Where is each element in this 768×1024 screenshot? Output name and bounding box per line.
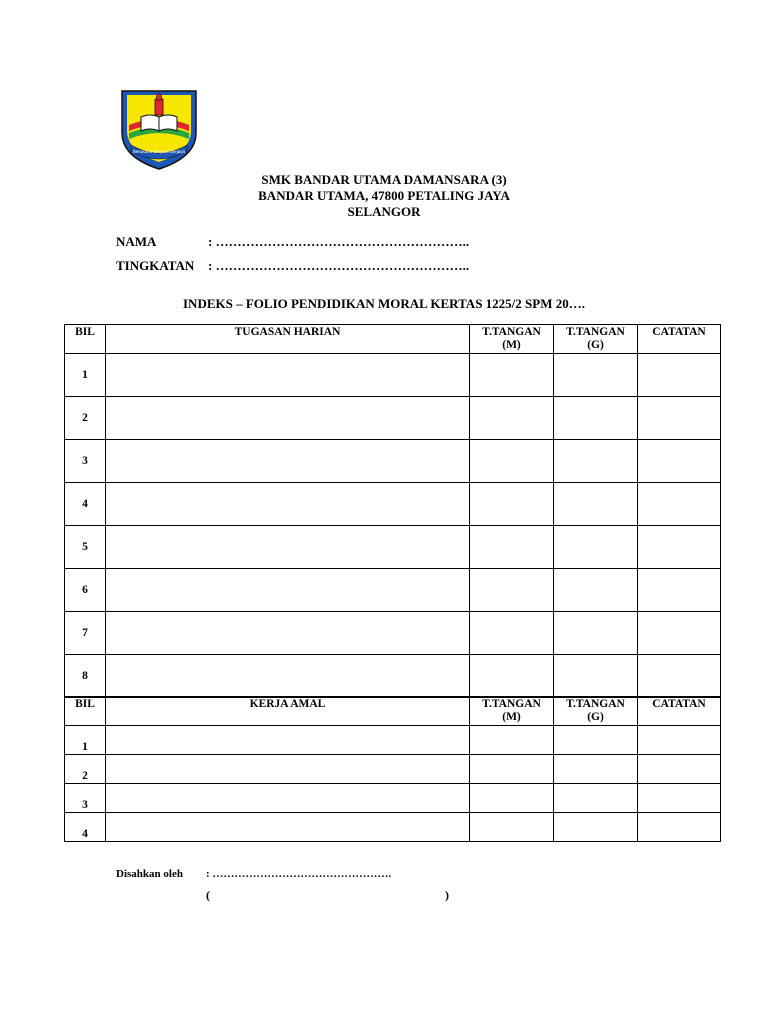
row-number: 4 — [65, 483, 106, 526]
school-state: SELANGOR — [347, 204, 421, 219]
header-catatan: CATATAN — [638, 325, 721, 354]
header-catatan: CATATAN — [638, 697, 721, 726]
table-row — [65, 784, 721, 813]
ttangan-m-cell[interactable] — [470, 784, 554, 813]
ttangan-g-cell[interactable] — [554, 655, 638, 698]
nama-value[interactable]: : ………………………………………………….. — [208, 234, 470, 249]
header-bil: BIL — [65, 325, 106, 354]
table-row — [65, 483, 721, 526]
ttangan-g-cell[interactable] — [554, 755, 638, 784]
row-number: 3 — [65, 784, 106, 813]
row-number: 1 — [65, 726, 106, 755]
catatan-cell[interactable] — [638, 655, 721, 698]
header-ttangan-g — [554, 325, 638, 354]
ttangan-g-cell[interactable] — [554, 440, 638, 483]
header-ttangan-g-line2: (G) — [587, 339, 604, 351]
table-row — [65, 397, 721, 440]
table-row — [65, 813, 721, 842]
header-ttangan-g-line1: T.TANGAN — [566, 326, 625, 338]
ttangan-m-cell[interactable] — [470, 813, 554, 842]
row-number: 2 — [65, 397, 106, 440]
school-crest-logo — [117, 87, 201, 171]
header-ttangan-g-line2: (G) — [587, 711, 604, 723]
header-ttangan-m-line1: T.TANGAN — [482, 698, 541, 710]
task-cell[interactable] — [106, 483, 470, 526]
header-ttangan-m — [470, 325, 554, 354]
row-number: 7 — [65, 612, 106, 655]
catatan-cell[interactable] — [638, 483, 721, 526]
table-row — [65, 526, 721, 569]
tugasan-harian-table — [64, 324, 721, 698]
ttangan-m-cell[interactable] — [470, 354, 554, 397]
header-bil: BIL — [65, 697, 106, 726]
row-number: 8 — [65, 655, 106, 698]
signature-open-paren: ( — [206, 888, 210, 902]
header-kerja-amal: KERJA AMAL — [106, 697, 470, 726]
ttangan-g-cell[interactable] — [554, 813, 638, 842]
kerja-amal-table — [64, 696, 721, 842]
signature-close-paren: ) — [445, 888, 449, 902]
ttangan-g-cell[interactable] — [554, 397, 638, 440]
school-address: BANDAR UTAMA, 47800 PETALING JAYA — [258, 188, 510, 203]
catatan-cell[interactable] — [638, 784, 721, 813]
table-row — [65, 569, 721, 612]
catatan-cell[interactable] — [638, 726, 721, 755]
catatan-cell[interactable] — [638, 440, 721, 483]
ttangan-m-cell[interactable] — [470, 655, 554, 698]
ttangan-g-cell[interactable] — [554, 483, 638, 526]
task-cell[interactable] — [106, 569, 470, 612]
table-row — [65, 440, 721, 483]
table-row — [65, 354, 721, 397]
header-ttangan-m — [470, 697, 554, 726]
row-number: 6 — [65, 569, 106, 612]
row-number: 5 — [65, 526, 106, 569]
catatan-cell[interactable] — [638, 755, 721, 784]
task-cell[interactable] — [106, 726, 470, 755]
row-number: 1 — [65, 354, 106, 397]
ttangan-g-cell[interactable] — [554, 726, 638, 755]
task-cell[interactable] — [106, 755, 470, 784]
catatan-cell[interactable] — [638, 612, 721, 655]
table-row — [65, 655, 721, 698]
ttangan-g-cell[interactable] — [554, 612, 638, 655]
catatan-cell[interactable] — [638, 526, 721, 569]
nama-field[interactable] — [116, 234, 469, 250]
ttangan-m-cell[interactable] — [470, 526, 554, 569]
ttangan-m-cell[interactable] — [470, 612, 554, 655]
ttangan-g-cell[interactable] — [554, 354, 638, 397]
header-ttangan-m-line2: (M) — [502, 339, 521, 351]
disahkan-oleh-value[interactable]: : …………………………………………. — [206, 868, 392, 880]
table-header-row — [65, 325, 721, 354]
row-number: 2 — [65, 755, 106, 784]
page-title: INDEKS – FOLIO PENDIDIKAN MORAL KERTAS 1225/2 SPM 20…. — [183, 296, 585, 311]
task-cell[interactable] — [106, 440, 470, 483]
table-row — [65, 755, 721, 784]
catatan-cell[interactable] — [638, 813, 721, 842]
task-cell[interactable] — [106, 354, 470, 397]
header-ttangan-g-line1: T.TANGAN — [566, 698, 625, 710]
ttangan-m-cell[interactable] — [470, 569, 554, 612]
row-number: 4 — [65, 813, 106, 842]
disahkan-oleh-field[interactable] — [116, 868, 391, 880]
school-name: SMK BANDAR UTAMA DAMANSARA (3) — [261, 172, 507, 187]
tingkatan-label: TINGKATAN — [116, 258, 195, 273]
catatan-cell[interactable] — [638, 354, 721, 397]
disahkan-oleh-label: Disahkan oleh — [116, 868, 183, 880]
ttangan-m-cell[interactable] — [470, 483, 554, 526]
ttangan-m-cell[interactable] — [470, 397, 554, 440]
task-cell[interactable] — [106, 397, 470, 440]
table-row — [65, 612, 721, 655]
task-cell[interactable] — [106, 526, 470, 569]
header-ttangan-m-line2: (M) — [502, 711, 521, 723]
task-cell[interactable] — [106, 655, 470, 698]
ttangan-g-cell[interactable] — [554, 784, 638, 813]
task-cell[interactable] — [106, 612, 470, 655]
tingkatan-field[interactable] — [116, 258, 469, 274]
ttangan-m-cell[interactable] — [470, 726, 554, 755]
table-header-row — [65, 697, 721, 726]
catatan-cell[interactable] — [638, 569, 721, 612]
task-cell[interactable] — [106, 813, 470, 842]
ttangan-m-cell[interactable] — [470, 755, 554, 784]
ttangan-m-cell[interactable] — [470, 440, 554, 483]
catatan-cell[interactable] — [638, 397, 721, 440]
table-row — [65, 726, 721, 755]
ttangan-g-cell[interactable] — [554, 569, 638, 612]
row-number: 3 — [65, 440, 106, 483]
tingkatan-value[interactable]: : ………………………………………………….. — [208, 258, 470, 273]
header-ttangan-g — [554, 697, 638, 726]
header-ttangan-m-line1: T.TANGAN — [482, 326, 541, 338]
svg-text:Berusaha Berjasa Berjaya: Berusaha Berjasa Berjaya — [132, 149, 186, 154]
task-cell[interactable] — [106, 784, 470, 813]
nama-label: NAMA — [116, 234, 157, 249]
header-tugasan-harian: TUGASAN HARIAN — [106, 325, 470, 354]
ttangan-g-cell[interactable] — [554, 526, 638, 569]
